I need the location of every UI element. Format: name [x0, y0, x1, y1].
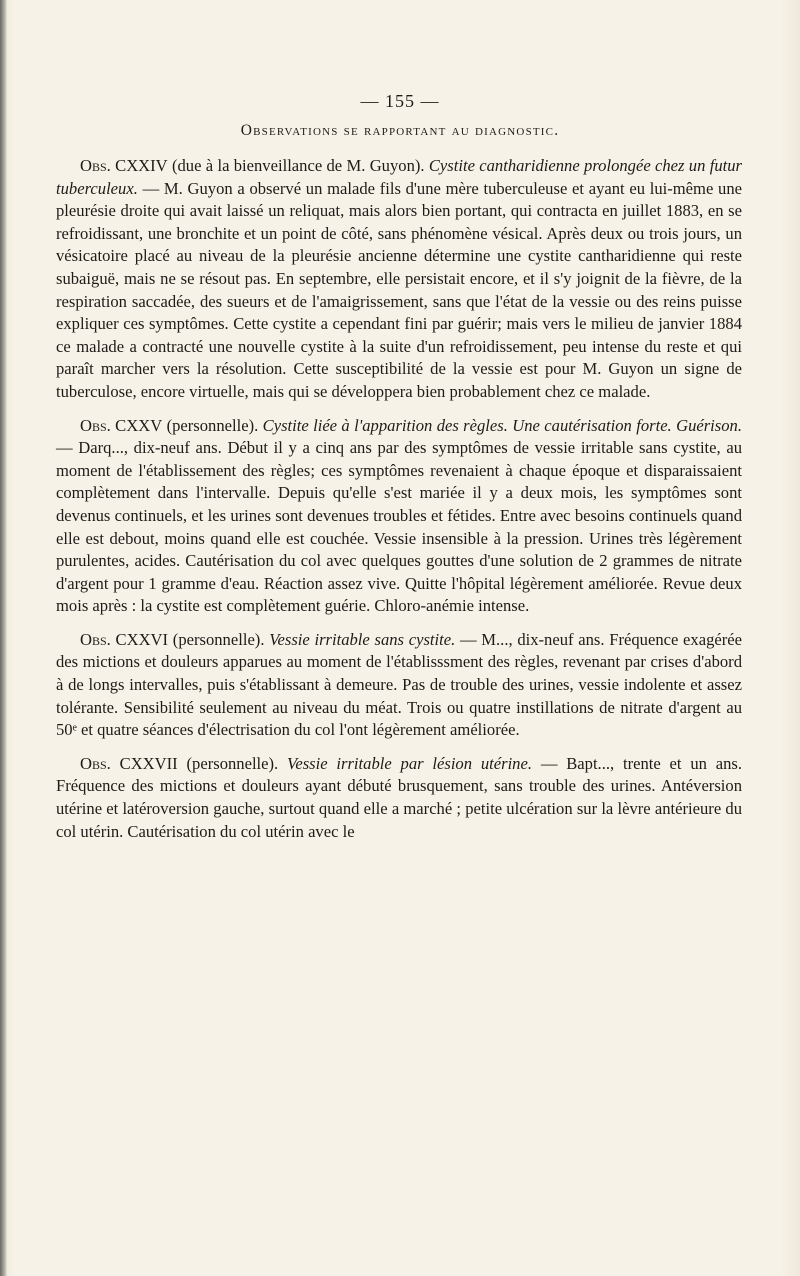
observation-body: — Darq..., dix-neuf ans. Début il y a cinq ans par des symptômes de vessie irritable sans cystite, au moment de l'établissement des règles; ces symptômes revenaient à chaque époque et disparaissaient complètement dans l'intervalle. Depuis qu'elle s'est mariée il y a deux mois, les symptômes sont devenus continuels, et les urines sont devenues troubles et fétides. Entre avec besoins continuels quand elle est debout, moins quand elle est couchée. Vessie insensible à la pression. Urines très légèrement purulentes, acides. Cautérisation du col avec quelques gouttes d'une solution de 2 grammes de nitrate d'argent pour 1 gramme d'eau. Réaction assez vive. Quitte l'hôpital légèrement améliorée. Revue deux mois après : la cystite est complètement guérie. Chloro-anémie intense. [56, 438, 742, 616]
observation-title: Vessie irritable par lésion utérine. [287, 753, 532, 773]
observation-source: (personnelle). [177, 753, 288, 773]
observation-source: (personnelle). [168, 629, 270, 649]
observation-label: Obs. CXXVI [80, 629, 169, 649]
page-number: — 155 — [360, 91, 440, 111]
observation-cxxvii [56, 753, 742, 843]
observation-label: Obs. CXXVII [80, 753, 178, 773]
observation-source: (due à la bienveillance de M. Guyon). [167, 156, 429, 175]
observation-cxxv [56, 415, 742, 618]
observation-cxxvi [56, 629, 742, 742]
observation-source: (personnelle). [162, 415, 263, 435]
observation-cxxiv [56, 155, 742, 404]
page-binding-edge [0, 0, 7, 1276]
observation-title: Vessie irritable sans cystite. [269, 629, 456, 649]
page-body [56, 155, 742, 854]
observation-label: Obs. CXXIV [80, 156, 168, 175]
observation-title: Cystite cantharidienne prolongée chez un futur tuberculeux. [56, 156, 742, 198]
section-title: Observations se rapportant au diagnostic. [240, 122, 560, 139]
observation-body: — M..., dix-neuf ans. Fréquence exagérée des mictions et douleurs apparues au moment de l'établisssment des règles, revenant par crises d'abord à de longs intervalles, puis s'établissant à demeure. Pas de trouble des urines, vessie indolente et assez tolérante. Sensibilité seulement au niveau du méat. Trois ou quatre instillations de nitrate d'argent au 50ᵉ et quatre séances d'électrisation du col l'ont légèrement améliorée. [56, 629, 742, 740]
observation-body: — Bapt..., trente et un ans. Fréquence des mictions et douleurs ayant débuté brusquement, sans trouble des urines. Antéversion utérine et latéroversion gauche, surtout quand elle a marché ; petite ulcération sur la lèvre antérieure du col utérin. Cautérisation du col utérin avec le [56, 753, 743, 841]
observation-title: Cystite liée à l'apparition des règles. Une cautérisation forte. Guérison. [262, 415, 742, 435]
observation-body: — M. Guyon a observé un malade fils d'une mère tuberculeuse et ayant eu lui-même une pleurésie droite qui avait laissé un reliquat, mais alors bien portant, qui contracta en juillet 1883, en se refroidissant, une bronchite et un point de côté, sans phénomène vésical. Après deux ou trois jours, un vésicatoire placé au niveau de la pleurésie ancienne détermine une cystite cantharidienne qui reste subaiguë, mais ne se résout pas. En septembre, elle persistait encore, et il s'y joignit de la fièvre, de la respiration saccadée, des sueurs et de l'amaigrissement, sans que l'état de la vessie ou des reins puisse expliquer ces symptômes. Cette cystite a cependant fini par guérir; mais vers le milieu de janvier 1884 ce malade a contracté une nouvelle cystite à la suite d'un refroidissement, peu intense du reste et qui paraît marcher vers la résolution. Cette susceptibilité de la vessie est pour M. Guyon un signe de tuberculose, encore virtuelle, mais qui se développera bien probablement chez ce malade. [56, 178, 742, 401]
observation-label: Obs. CXXV [80, 415, 163, 435]
